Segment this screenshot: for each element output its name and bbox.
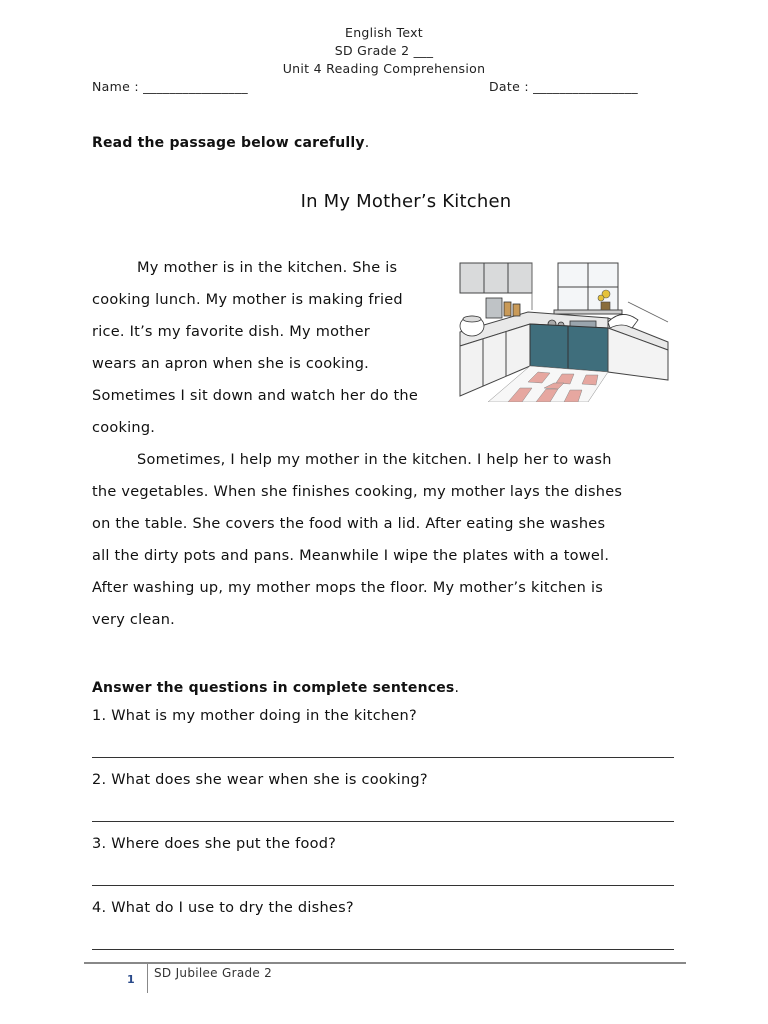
paragraph1-line: rice. It’s my favorite dish. My mother (92, 324, 370, 340)
paragraph2-line: on the table. She covers the food with a lid. After eating she washes (92, 516, 606, 532)
answer-instruction-text: Answer the questions in complete sentences (92, 680, 455, 696)
question-2: 2. What does she wear when she is cooking? (92, 772, 428, 788)
paragraph2-line: Sometimes, I help my mother in the kitchen. I help her to wash (137, 452, 612, 468)
answer-line-2[interactable] (92, 821, 674, 822)
story-title: In My Mother’s Kitchen (300, 191, 512, 212)
paragraph2-line: very clean. (92, 612, 176, 628)
read-instruction-period: . (364, 135, 370, 151)
question-4: 4. What do I use to dry the dishes? (92, 900, 354, 916)
answer-instruction-period: . (454, 680, 459, 696)
paragraph1-line: Sometimes I sit down and watch her do the (92, 388, 419, 404)
footer-separator (147, 963, 148, 993)
paragraph1-line: wears an apron when she is cooking. (92, 356, 370, 372)
answer-line-1[interactable] (92, 757, 674, 758)
header-subject: English Text (345, 25, 423, 40)
footer-rule (84, 962, 686, 964)
lower-cabinets-right (530, 324, 608, 372)
kitchen-illustration (458, 262, 670, 402)
window (554, 263, 622, 314)
answer-instruction (92, 677, 459, 696)
page-number: 1 (127, 973, 135, 986)
paragraph2-line: the vegetables. When she finishes cooking, my mother lays the dishes (92, 484, 623, 500)
footer-label: SD Jubilee Grade 2 (154, 966, 273, 980)
question-1: 1. What is my mother doing in the kitchen? (92, 708, 417, 724)
header-unit: Unit 4 Reading Comprehension (282, 61, 486, 76)
date-field: Date : ________________ (489, 79, 638, 94)
answer-line-3[interactable] (92, 885, 674, 886)
paragraph1-line: cooking. (92, 420, 156, 436)
read-instruction-text: Read the passage below carefully (92, 135, 365, 151)
paragraph2-line: After washing up, my mother mops the floor. My mother’s kitchen is (92, 580, 604, 596)
answer-line-4[interactable] (92, 949, 674, 950)
header-grade: SD Grade 2 ___ (334, 43, 434, 58)
upper-cabinets (460, 263, 532, 293)
read-instruction (92, 132, 369, 151)
paragraph1-line: My mother is in the kitchen. She is (137, 260, 398, 276)
paragraph2-line: all the dirty pots and pans. Meanwhile I wipe the plates with a towel. (92, 548, 610, 564)
paragraph1-line: cooking lunch. My mother is making fried (92, 292, 403, 308)
name-field: Name : ________________ (92, 79, 248, 94)
question-3: 3. Where does she put the food? (92, 836, 337, 852)
